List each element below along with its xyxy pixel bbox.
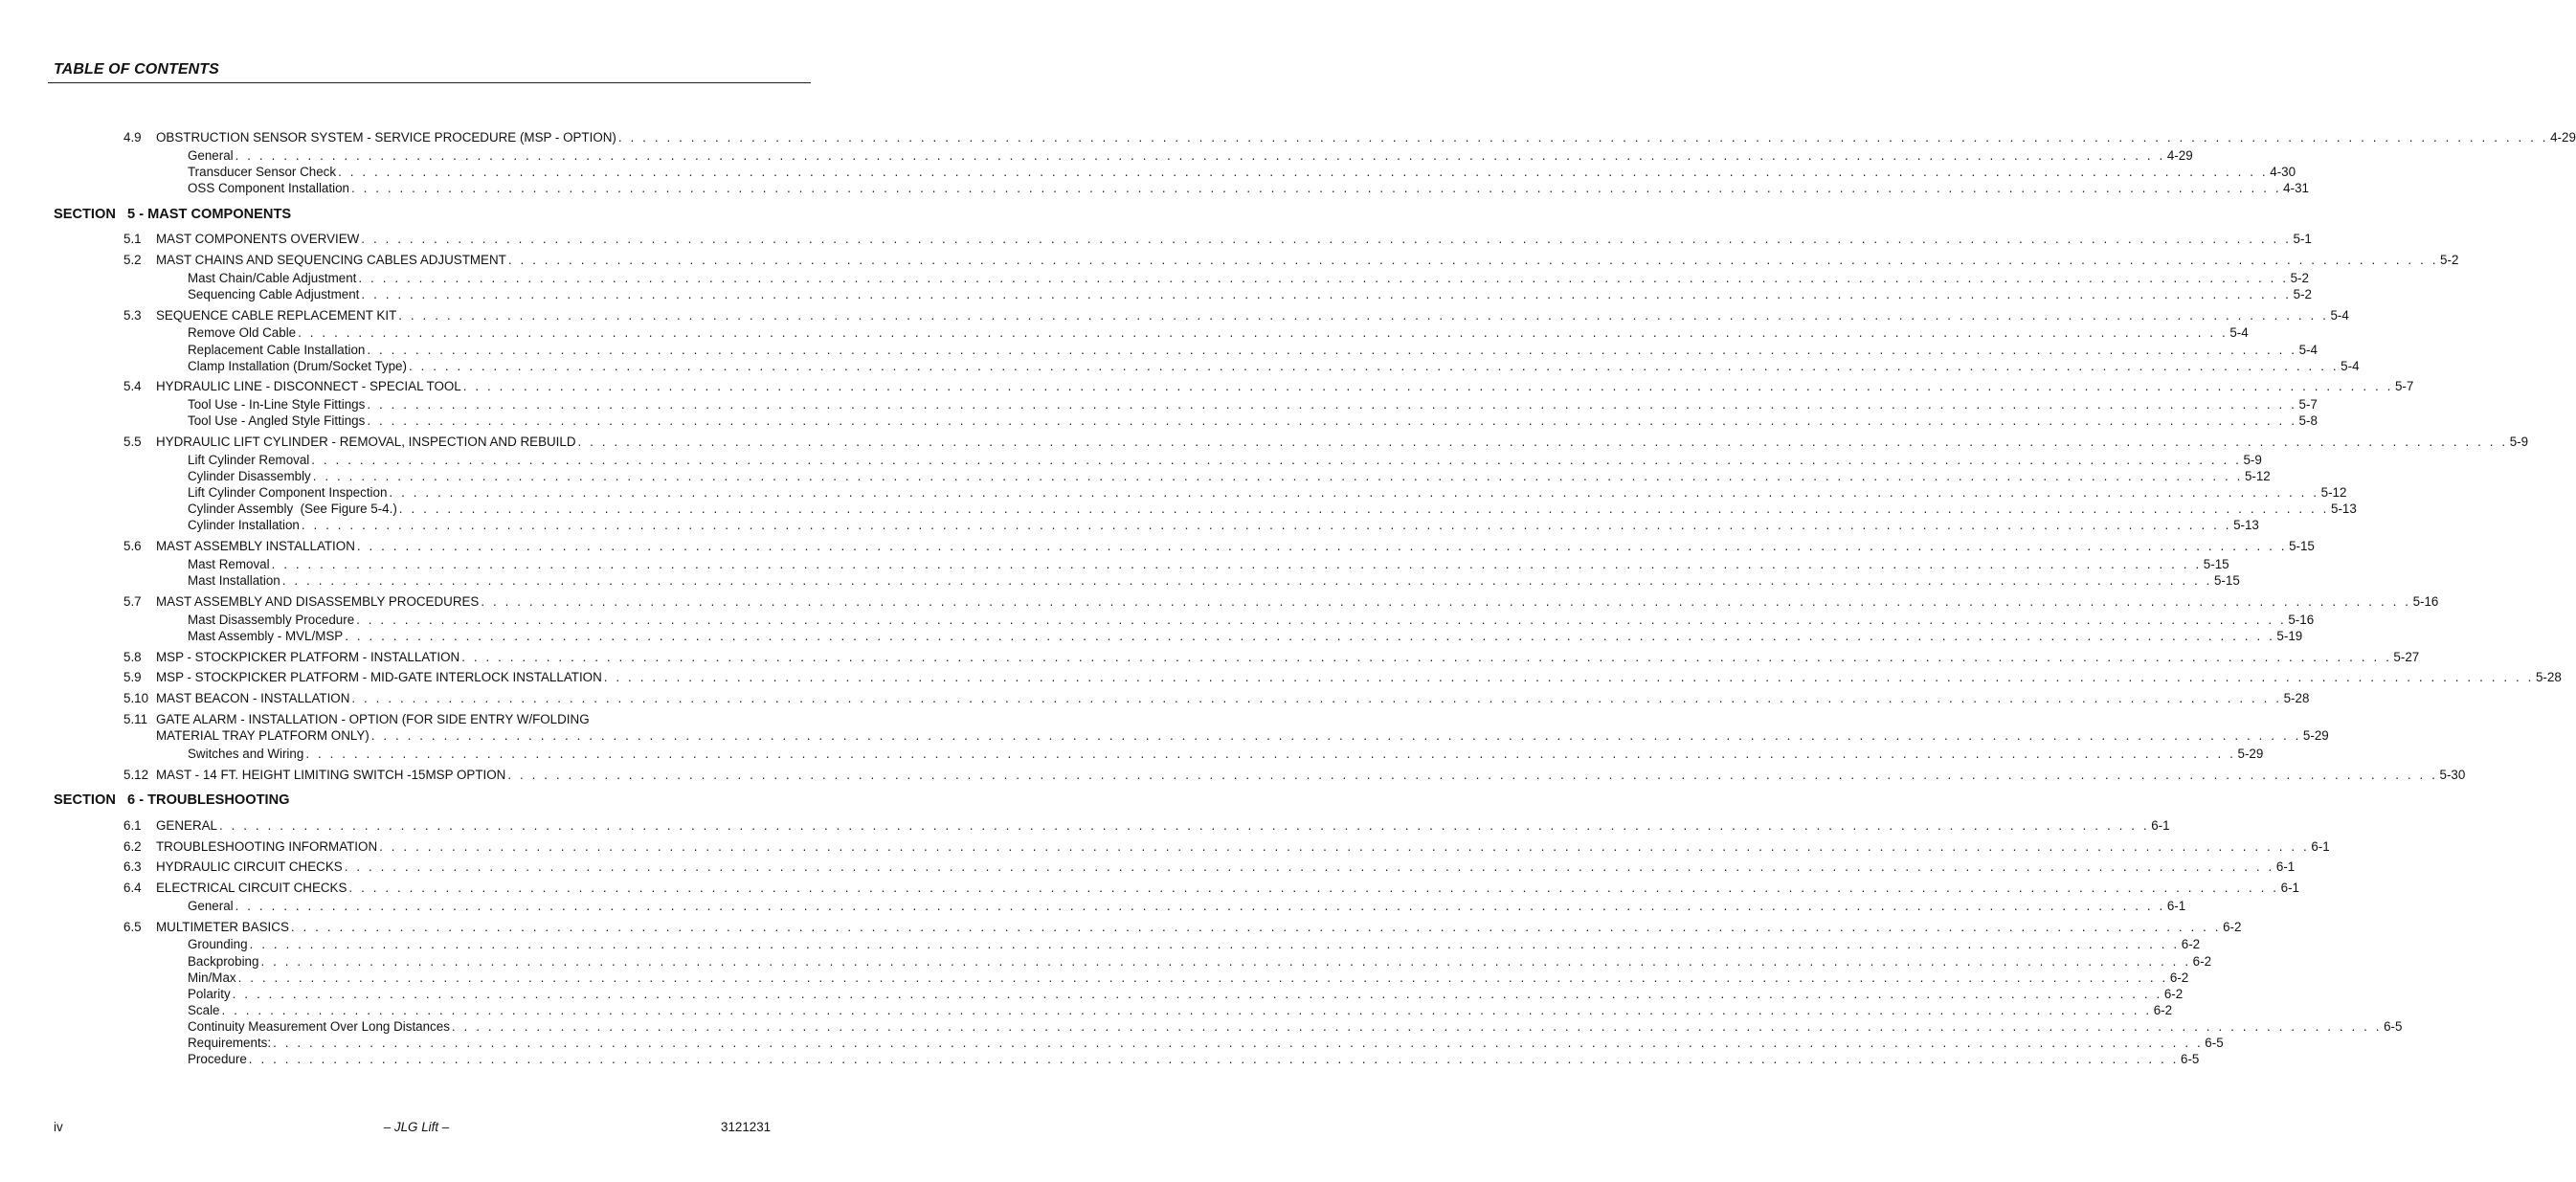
toc-entry[interactable] xyxy=(123,538,2315,554)
toc-page-number: 6-1 xyxy=(2166,899,2186,913)
toc-page-number: 5-15 xyxy=(2213,573,2240,588)
toc-page-number: 5-7 xyxy=(2394,379,2414,393)
toc-entry-title: GATE ALARM - INSTALLATION - OPTION (FOR SIDE ENTRY W/FOLDING xyxy=(156,712,590,726)
dot-leader: . . . . . . . . . . . . . . . . . . . . . . . . . . . . . . . . . . . . . . . . . . . . . . . . . . . . . . . . . . . . . . . . . . . . . . . . . . . . . . . . . . . . . . . . . . . . . . . . . . . . . . . . . . . . . . . . . . . . . . . . . . . . . . . . . . . . . . . . . . . . . . . . . . . . . . . . . . . . . . . . xyxy=(481,594,2411,609)
toc-subentry[interactable] xyxy=(188,746,2264,762)
toc-entry-title: MAST ASSEMBLY INSTALLATION xyxy=(156,539,355,553)
dot-leader: . . . . . . . . . . . . . . . . . . . . . . . . . . . . . . . . . . . . . . . . . . . . . . . . . . . . . . . . . . . . . . . . . . . . . . . . . . . . . . . . . . . . . . . . . . . . . . . . . . . . . . . . . . . . . . . . . . . . . . . . . . . . . . . . . . . . . . . . . . . . . . . . . . . . . . . . . . . . . . . . xyxy=(338,165,2269,179)
toc-subentry[interactable] xyxy=(188,517,2259,533)
dot-leader: . . . . . . . . . . . . . . . . . . . . . . . . . . . . . . . . . . . . . . . . . . . . . . . . . . . . . . . . . . . . . . . . . . . . . . . . . . . . . . . . . . . . . . . . . . . . . . . . . . . . . . . . . . . . . . . . . . . . . . . . . . . . . . . . . . . . . . . . . . . . . . . . . . . . . . . . . . . . . . . . xyxy=(617,130,2549,145)
toc-subentry[interactable] xyxy=(188,628,2303,644)
toc-entry[interactable] xyxy=(123,252,2459,268)
toc-page-number: 6-5 xyxy=(2205,1036,2224,1050)
toc-entry-number: 5.9 xyxy=(123,670,142,684)
toc-subentry[interactable] xyxy=(188,324,2249,341)
toc-subentry[interactable] xyxy=(188,468,2271,484)
toc-entry-title: SEQUENCE CABLE REPLACEMENT KIT xyxy=(156,308,397,323)
dot-leader: . . . . . . . . . . . . . . . . . . . . . . . . . . . . . . . . . . . . . . . . . . . . . . . . . . . . . . . . . . . . . . . . . . . . . . . . . . . . . . . . . . . . . . . . . . . . . . . . . . . . . . . . . . . . . . . . . . . . . . . . . . . . . . . . . . . . . . . . . . . . . . . . . . . . . . . . . . . . . . . . xyxy=(367,397,2297,412)
toc-subentry[interactable] xyxy=(188,147,2193,164)
toc-page-number: 4-31 xyxy=(2283,181,2309,195)
dot-leader: . . . . . . . . . . . . . . . . . . . . . . . . . . . . . . . . . . . . . . . . . . . . . . . . . . . . . . . . . . . . . . . . . . . . . . . . . . . . . . . . . . . . . . . . . . . . . . . . . . . . . . . . . . . . . . . . . . . . . . . . . . . . . . . . . . . . . . . . . . . . . . . . . . . . . . . . . . . . . . . . xyxy=(345,629,2275,643)
toc-entry-title: MATERIAL TRAY PLATFORM ONLY) xyxy=(156,728,370,743)
toc-entry-title: Lift Cylinder Component Inspection xyxy=(188,485,388,500)
toc-page-number: 5-13 xyxy=(2331,502,2357,516)
toc-subentry[interactable] xyxy=(188,1051,2200,1067)
toc-page-number: 6-2 xyxy=(2223,920,2242,934)
dot-leader: . . . . . . . . . . . . . . . . . . . . . . . . . . . . . . . . . . . . . . . . . . . . . . . . . . . . . . . . . . . . . . . . . . . . . . . . . . . . . . . . . . . . . . . . . . . . . . . . . . . . . . . . . . . . . . . . . . . . . . . . . . . . . . . . . . . . . . . . . . . . . . . . . . . . . . . . . . . . . . . . xyxy=(462,379,2393,393)
toc-entry-title: Cylinder Installation xyxy=(188,518,300,532)
toc-subentry[interactable] xyxy=(188,358,2360,374)
dot-leader: . . . . . . . . . . . . . . . . . . . . . . . . . . . . . . . . . . . . . . . . . . . . . . . . . . . . . . . . . . . . . . . . . . . . . . . . . . . . . . . . . . . . . . . . . . . . . . . . . . . . . . . . . . . . . . . . . . . . . . . . . . . . . . . . . . . . . . . . . . . . . . . . . . . . . . . . . . . . . . . . xyxy=(370,728,2301,743)
toc-entry[interactable] xyxy=(123,669,2562,685)
dot-leader: . . . . . . . . . . . . . . . . . . . . . . . . . . . . . . . . . . . . . . . . . . . . . . . . . . . . . . . . . . . . . . . . . . . . . . . . . . . . . . . . . . . . . . . . . . . . . . . . . . . . . . . . . . . . . . . . . . . . . . . . . . . . . . . . . . . . . . . . . . . . . . . . . . . . . . . . . . . . . . . . xyxy=(235,899,2165,913)
toc-entry[interactable] xyxy=(123,817,2170,834)
toc-entry-number: 5.8 xyxy=(123,650,142,664)
toc-entry-title: Cylinder Assembly (See Figure 5-4.) xyxy=(188,502,397,516)
toc-subentry[interactable] xyxy=(188,452,2262,468)
toc-page-number: 5-13 xyxy=(2233,518,2259,532)
toc-page-number: 6-2 xyxy=(2192,954,2212,969)
toc-subentry[interactable] xyxy=(188,612,2315,628)
toc-entry-title: Scale xyxy=(188,1003,220,1017)
toc-entry-title: OSS Component Installation xyxy=(188,181,349,195)
toc-subentry[interactable] xyxy=(188,1035,2224,1051)
toc-page-number: 5-12 xyxy=(2320,485,2347,500)
footer-brand: – JLG Lift – xyxy=(383,1120,450,1134)
toc-subentry[interactable] xyxy=(188,413,2318,429)
toc-entry-title: Tool Use - Angled Style Fittings xyxy=(188,413,366,428)
toc-entry-title: HYDRAULIC LIFT CYLINDER - REMOVAL, INSPECTION AND REBUILD xyxy=(156,435,576,449)
toc-entry[interactable] xyxy=(123,690,2310,706)
toc-entry-number: 5.11 xyxy=(123,712,148,726)
dot-leader: . . . . . . . . . . . . . . . . . . . . . . . . . . . . . . . . . . . . . . . . . . . . . . . . . . . . . . . . . . . . . . . . . . . . . . . . . . . . . . . . . . . . . . . . . . . . . . . . . . . . . . . . . . . . . . . . . . . . . . . . . . . . . . . . . . . . . . . . . . . . . . . . . . . . . . . . . . . . . . . . xyxy=(298,325,2229,340)
dot-leader: . . . . . . . . . . . . . . . . . . . . . . . . . . . . . . . . . . . . . . . . . . . . . . . . . . . . . . . . . . . . . . . . . . . . . . . . . . . . . . . . . . . . . . . . . . . . . . . . . . . . . . . . . . . . . . . . . . . . . . . . . . . . . . . . . . . . . . . . . . . . . . . . . . . . . . . . . . . . . . . . xyxy=(235,148,2165,163)
toc-page-number: 5-4 xyxy=(2330,308,2349,323)
toc-entry-title: Mast Assembly - MVL/MSP xyxy=(188,629,344,643)
toc-entry-title: Min/Max xyxy=(188,970,236,985)
dot-leader: . . . . . . . . . . . . . . . . . . . . . . . . . . . . . . . . . . . . . . . . . . . . . . . . . . . . . . . . . . . . . . . . . . . . . . . . . . . . . . . . . . . . . . . . . . . . . . . . . . . . . . . . . . . . . . . . . . . . . . . . . . . . . . . . . . . . . . . . . . . . . . . . . . . . . . . . . . . . . . . . xyxy=(271,557,2202,571)
toc-subentry[interactable] xyxy=(188,1002,2173,1018)
toc-entry-title: Switches and Wiring xyxy=(188,747,304,761)
toc-section-heading: SECTION 6 - TROUBLESHOOTING xyxy=(54,792,290,808)
dot-leader: . . . . . . . . . . . . . . . . . . . . . . . . . . . . . . . . . . . . . . . . . . . . . . . . . . . . . . . . . . . . . . . . . . . . . . . . . . . . . . . . . . . . . . . . . . . . . . . . . . . . . . . . . . . . . . . . . . . . . . . . . . . . . . . . . . . . . . . . . . . . . . . . . . . . . . . . . . . . . . . . xyxy=(577,435,2508,449)
toc-page-number: 4-29 xyxy=(2550,130,2576,145)
dot-leader: . . . . . . . . . . . . . . . . . . . . . . . . . . . . . . . . . . . . . . . . . . . . . . . . . . . . . . . . . . . . . . . . . . . . . . . . . . . . . . . . . . . . . . . . . . . . . . . . . . . . . . . . . . . . . . . . . . . . . . . . . . . . . . . . . . . . . . . . . . . . . . . . . . . . . . . . . . . . . . . . xyxy=(311,453,2242,467)
toc-entry-title: Mast Removal xyxy=(188,557,270,571)
toc-entry-title: Cylinder Disassembly xyxy=(188,469,311,483)
toc-page-number: 5-4 xyxy=(2298,343,2318,357)
toc-entry[interactable] xyxy=(123,838,2330,855)
toc-page-number: 5-4 xyxy=(2341,359,2360,373)
dot-leader: . . . . . . . . . . . . . . . . . . . . . . . . . . . . . . . . . . . . . . . . . . . . . . . . . . . . . . . . . . . . . . . . . . . . . . . . . . . . . . . . . . . . . . . . . . . . . . . . . . . . . . . . . . . . . . . . . . . . . . . . . . . . . . . . . . . . . . . . . . . . . . . . . . . . . . . . . . . . . . . . xyxy=(305,747,2236,761)
dot-leader: . . . . . . . . . . . . . . . . . . . . . . . . . . . . . . . . . . . . . . . . . . . . . . . . . . . . . . . . . . . . . . . . . . . . . . . . . . . . . . . . . . . . . . . . . . . . . . . . . . . . . . . . . . . . . . . . . . . . . . . . . . . . . . . . . . . . . . . . . . . . . . . . . . . . . . . . . . . . . . . . xyxy=(389,485,2319,500)
toc-entry-title: Polarity xyxy=(188,987,231,1001)
toc-entry-number: 5.3 xyxy=(123,308,142,323)
toc-entry[interactable] xyxy=(123,129,2576,145)
dot-leader: . . . . . . . . . . . . . . . . . . . . . . . . . . . . . . . . . . . . . . . . . . . . . . . . . . . . . . . . . . . . . . . . . . . . . . . . . . . . . . . . . . . . . . . . . . . . . . . . . . . . . . . . . . . . . . . . . . . . . . . . . . . . . . . . . . . . . . . . . . . . . . . . . . . . . . . . . . . . . . . . xyxy=(301,518,2232,532)
toc-subentry[interactable] xyxy=(188,970,2189,986)
dot-leader: . . . . . . . . . . . . . . . . . . . . . . . . . . . . . . . . . . . . . . . . . . . . . . . . . . . . . . . . . . . . . . . . . . . . . . . . . . . . . . . . . . . . . . . . . . . . . . . . . . . . . . . . . . . . . . . . . . . . . . . . . . . . . . . . . . . . . . . . . . . . . . . . . . . . . . . . . . . . . . . . xyxy=(348,881,2279,895)
toc-entry-title: TROUBLESHOOTING INFORMATION xyxy=(156,839,378,854)
toc-page-number: 5-15 xyxy=(2289,539,2315,553)
toc-page-number: 6-2 xyxy=(2153,1003,2173,1017)
toc-entry-number: 6.1 xyxy=(123,818,142,833)
dot-leader: . . . . . . . . . . . . . . . . . . . . . . . . . . . . . . . . . . . . . . . . . . . . . . . . . . . . . . . . . . . . . . . . . . . . . . . . . . . . . . . . . . . . . . . . . . . . . . . . . . . . . . . . . . . . . . . . . . . . . . . . . . . . . . . . . . . . . . . . . . . . . . . . . . . . . . . . . . . . . . . . xyxy=(398,502,2329,516)
toc-page-number: 6-2 xyxy=(2181,937,2201,951)
toc-subentry[interactable] xyxy=(188,484,2347,501)
toc-page-number: 5-28 xyxy=(2535,670,2562,684)
toc-page-number: 6-1 xyxy=(2280,881,2299,895)
dot-leader: . . . . . . . . . . . . . . . . . . . . . . . . . . . . . . . . . . . . . . . . . . . . . . . . . . . . . . . . . . . . . . . . . . . . . . . . . . . . . . . . . . . . . . . . . . . . . . . . . . . . . . . . . . . . . . . . . . . . . . . . . . . . . . . . . . . . . . . . . . . . . . . . . . . . . . . . . . . . . . . . xyxy=(367,343,2297,357)
toc-entry-title: MULTIMETER BASICS xyxy=(156,920,289,934)
dot-leader: . . . . . . . . . . . . . . . . . . . . . . . . . . . . . . . . . . . . . . . . . . . . . . . . . . . . . . . . . . . . . . . . . . . . . . . . . . . . . . . . . . . . . . . . . . . . . . . . . . . . . . . . . . . . . . . . . . . . . . . . . . . . . . . . . . . . . . . . . . . . . . . . . . . . . . . . . . . . . . . . xyxy=(350,181,2282,195)
dot-leader: . . . . . . . . . . . . . . . . . . . . . . . . . . . . . . . . . . . . . . . . . . . . . . . . . . . . . . . . . . . . . . . . . . . . . . . . . . . . . . . . . . . . . . . . . . . . . . . . . . . . . . . . . . . . . . . . . . . . . . . . . . . . . . . . . . . . . . . . . . . . . . . . . . . . . . . . . . . . . . . . xyxy=(358,271,2289,285)
dot-leader: . . . . . . . . . . . . . . . . . . . . . . . . . . . . . . . . . . . . . . . . . . . . . . . . . . . . . . . . . . . . . . . . . . . . . . . . . . . . . . . . . . . . . . . . . . . . . . . . . . . . . . . . . . . . . . . . . . . . . . . . . . . . . . . . . . . . . . . . . . . . . . . . . . . . . . . . . . . . . . . . xyxy=(507,768,2438,782)
dot-leader: . . . . . . . . . . . . . . . . . . . . . . . . . . . . . . . . . . . . . . . . . . . . . . . . . . . . . . . . . . . . . . . . . . . . . . . . . . . . . . . . . . . . . . . . . . . . . . . . . . . . . . . . . . . . . . . . . . . . . . . . . . . . . . . . . . . . . . . . . . . . . . . . . . . . . . . . . . . . . . . . xyxy=(260,954,2191,969)
toc-entry-title: Tool Use - In-Line Style Fittings xyxy=(188,397,366,412)
toc-entry-title: Clamp Installation (Drum/Socket Type) xyxy=(188,359,407,373)
dot-leader: . . . . . . . . . . . . . . . . . . . . . . . . . . . . . . . . . . . . . . . . . . . . . . . . . . . . . . . . . . . . . . . . . . . . . . . . . . . . . . . . . . . . . . . . . . . . . . . . . . . . . . . . . . . . . . . . . . . . . . . . . . . . . . . . . . . . . . . . . . . . . . . . . . . . . . . . . . . . . . . . xyxy=(290,920,2222,934)
toc-entry-title: Mast Disassembly Procedure xyxy=(188,613,355,627)
toc-entry-title: Mast Chain/Cable Adjustment xyxy=(188,271,357,285)
toc-entry-title: Replacement Cable Installation xyxy=(188,343,366,357)
toc-entry-number: 5.6 xyxy=(123,539,142,553)
toc-subentry[interactable] xyxy=(188,1018,2403,1035)
toc-page-number: 5-16 xyxy=(2288,613,2315,627)
toc-entry[interactable] xyxy=(123,649,2420,665)
toc-page-number: 6-5 xyxy=(2384,1019,2403,1034)
toc-page-number: 5-9 xyxy=(2509,435,2529,449)
toc-subentry[interactable] xyxy=(188,986,2184,1002)
dot-leader: . . . . . . . . . . . . . . . . . . . . . . . . . . . . . . . . . . . . . . . . . . . . . . . . . . . . . . . . . . . . . . . . . . . . . . . . . . . . . . . . . . . . . . . . . . . . . . . . . . . . . . . . . . . . . . . . . . . . . . . . . . . . . . . . . . . . . . . . . . . . . . . . . . . . . . . . . . . . . . . . xyxy=(379,839,2310,854)
toc-page-number: 6-5 xyxy=(2181,1052,2200,1066)
dot-leader: . . . . . . . . . . . . . . . . . . . . . . . . . . . . . . . . . . . . . . . . . . . . . . . . . . . . . . . . . . . . . . . . . . . . . . . . . . . . . . . . . . . . . . . . . . . . . . . . . . . . . . . . . . . . . . . . . . . . . . . . . . . . . . . . . . . . . . . . . . . . . . . . . . . . . . . . . . . . . . . . xyxy=(219,818,2150,833)
toc-entry-title: HYDRAULIC LINE - DISCONNECT - SPECIAL TOOL xyxy=(156,379,461,393)
toc-entry[interactable] xyxy=(123,378,2414,394)
toc-page-number: 5-28 xyxy=(2283,691,2310,705)
toc-subentry[interactable] xyxy=(188,936,2201,952)
toc-subentry[interactable] xyxy=(188,164,2296,180)
dot-leader: . . . . . . . . . . . . . . . . . . . . . . . . . . . . . . . . . . . . . . . . . . . . . . . . . . . . . . . . . . . . . . . . . . . . . . . . . . . . . . . . . . . . . . . . . . . . . . . . . . . . . . . . . . . . . . . . . . . . . . . . . . . . . . . . . . . . . . . . . . . . . . . . . . . . . . . . . . . . . . . . xyxy=(351,691,2282,705)
dot-leader: . . . . . . . . . . . . . . . . . . . . . . . . . . . . . . . . . . . . . . . . . . . . . . . . . . . . . . . . . . . . . . . . . . . . . . . . . . . . . . . . . . . . . . . . . . . . . . . . . . . . . . . . . . . . . . . . . . . . . . . . . . . . . . . . . . . . . . . . . . . . . . . . . . . . . . . . . . . . . . . . xyxy=(361,287,2292,301)
dot-leader: . . . . . . . . . . . . . . . . . . . . . . . . . . . . . . . . . . . . . . . . . . . . . . . . . . . . . . . . . . . . . . . . . . . . . . . . . . . . . . . . . . . . . . . . . . . . . . . . . . . . . . . . . . . . . . . . . . . . . . . . . . . . . . . . . . . . . . . . . . . . . . . . . . . . . . . . . . . . . . . . xyxy=(461,650,2392,664)
toc-subentry[interactable] xyxy=(188,572,2240,589)
toc-page-number: 4-29 xyxy=(2166,148,2193,163)
toc-entry-number: 5.5 xyxy=(123,435,142,449)
dot-leader: . . . . . . . . . . . . . . . . . . . . . . . . . . . . . . . . . . . . . . . . . . . . . . . . . . . . . . . . . . . . . . . . . . . . . . . . . . . . . . . . . . . . . . . . . . . . . . . . . . . . . . . . . . . . . . . . . . . . . . . . . . . . . . . . . . . . . . . . . . . . . . . . . . . . . . . . . . . . . . . . xyxy=(398,308,2329,323)
toc-entry[interactable] xyxy=(123,767,2466,783)
toc-entry-title: Lift Cylinder Removal xyxy=(188,453,310,467)
toc-entry-title: MAST COMPONENTS OVERVIEW xyxy=(156,232,360,246)
toc-entry-title: MAST CHAINS AND SEQUENCING CABLES ADJUSTMENT xyxy=(156,253,506,267)
toc-subentry[interactable] xyxy=(188,396,2318,413)
toc-entry-title: Grounding xyxy=(188,937,248,951)
toc-entry-number: 5.2 xyxy=(123,253,142,267)
toc-entry-title: General xyxy=(188,148,234,163)
dot-leader: . . . . . . . . . . . . . . . . . . . . . . . . . . . . . . . . . . . . . . . . . . . . . . . . . . . . . . . . . . . . . . . . . . . . . . . . . . . . . . . . . . . . . . . . . . . . . . . . . . . . . . . . . . . . . . . . . . . . . . . . . . . . . . . . . . . . . . . . . . . . . . . . . . . . . . . . . . . . . . . . xyxy=(232,987,2162,1001)
toc-subentry[interactable] xyxy=(188,180,2309,196)
toc-page-number: 5-4 xyxy=(2229,325,2249,340)
dot-leader: . . . . . . . . . . . . . . . . . . . . . . . . . . . . . . . . . . . . . . . . . . . . . . . . . . . . . . . . . . . . . . . . . . . . . . . . . . . . . . . . . . . . . . . . . . . . . . . . . . . . . . . . . . . . . . . . . . . . . . . . . . . . . . . . . . . . . . . . . . . . . . . . . . . . . . . . . . . . . . . . xyxy=(356,613,2287,627)
toc-page-number: 5-8 xyxy=(2298,413,2318,428)
toc-entry-number: 5.12 xyxy=(123,768,149,782)
toc-entry-number: 5.7 xyxy=(123,594,142,609)
toc-entry[interactable] xyxy=(123,593,2439,610)
toc-subentry[interactable] xyxy=(188,953,2212,970)
toc-entry[interactable] xyxy=(123,859,2296,875)
toc-entry-title: Transducer Sensor Check xyxy=(188,165,337,179)
toc-entry-title: GENERAL xyxy=(156,818,217,833)
dot-leader: . . . . . . . . . . . . . . . . . . . . . . . . . . . . . . . . . . . . . . . . . . . . . . . . . . . . . . . . . . . . . . . . . . . . . . . . . . . . . . . . . . . . . . . . . . . . . . . . . . . . . . . . . . . . . . . . . . . . . . . . . . . . . . . . . . . . . . . . . . . . . . . . . . . . . . . . . . . . . . . . xyxy=(344,859,2274,874)
dot-leader: . . . . . . . . . . . . . . . . . . . . . . . . . . . . . . . . . . . . . . . . . . . . . . . . . . . . . . . . . . . . . . . . . . . . . . . . . . . . . . . . . . . . . . . . . . . . . . . . . . . . . . . . . . . . . . . . . . . . . . . . . . . . . . . . . . . . . . . . . . . . . . . . . . . . . . . . . . . . . . . . xyxy=(507,253,2439,267)
toc-entry-title: MAST ASSEMBLY AND DISASSEMBLY PROCEDURES xyxy=(156,594,480,609)
dot-leader: . . . . . . . . . . . . . . . . . . . . . . . . . . . . . . . . . . . . . . . . . . . . . . . . . . . . . . . . . . . . . . . . . . . . . . . . . . . . . . . . . . . . . . . . . . . . . . . . . . . . . . . . . . . . . . . . . . . . . . . . . . . . . . . . . . . . . . . . . . . . . . . . . . . . . . . . . . . . . . . . xyxy=(249,937,2180,951)
toc-entry-title: Remove Old Cable xyxy=(188,325,297,340)
toc-page-number: 5-9 xyxy=(2243,453,2262,467)
toc-page-number: 5-29 xyxy=(2302,728,2329,743)
toc-entry-number: 6.3 xyxy=(123,859,142,874)
toc-page-number: 5-12 xyxy=(2244,469,2271,483)
toc-page-number: 6-1 xyxy=(2275,859,2296,874)
dot-leader: . . . . . . . . . . . . . . . . . . . . . . . . . . . . . . . . . . . . . . . . . . . . . . . . . . . . . . . . . . . . . . . . . . . . . . . . . . . . . . . . . . . . . . . . . . . . . . . . . . . . . . . . . . . . . . . . . . . . . . . . . . . . . . . . . . . . . . . . . . . . . . . . . . . . . . . . . . . . . . . . xyxy=(273,1036,2204,1050)
toc-entry-title: Continuity Measurement Over Long Distances xyxy=(188,1019,450,1034)
toc-subentry[interactable] xyxy=(188,270,2309,286)
toc-section-heading: SECTION 5 - MAST COMPONENTS xyxy=(54,207,292,222)
toc-page-number: 6-2 xyxy=(2169,970,2189,985)
dot-leader: . . . . . . . . . . . . . . . . . . . . . . . . . . . . . . . . . . . . . . . . . . . . . . . . . . . . . . . . . . . . . . . . . . . . . . . . . . . . . . . . . . . . . . . . . . . . . . . . . . . . . . . . . . . . . . . . . . . . . . . . . . . . . . . . . . . . . . . . . . . . . . . . . . . . . . . . . . . . . . . . xyxy=(451,1019,2383,1034)
toc-entry[interactable] xyxy=(123,307,2349,323)
toc-page-number: 5-2 xyxy=(2293,287,2312,301)
toc-entry[interactable] xyxy=(123,231,2312,247)
footer-page-number: iv xyxy=(54,1120,63,1134)
toc-entry[interactable] xyxy=(123,919,2242,935)
toc-entry-title: HYDRAULIC CIRCUIT CHECKS xyxy=(156,859,343,874)
toc-page-number: 5-16 xyxy=(2412,594,2439,609)
toc-entry-title: General xyxy=(188,899,234,913)
toc-entry[interactable] xyxy=(156,727,2329,744)
dot-leader: . . . . . . . . . . . . . . . . . . . . . . . . . . . . . . . . . . . . . . . . . . . . . . . . . . . . . . . . . . . . . . . . . . . . . . . . . . . . . . . . . . . . . . . . . . . . . . . . . . . . . . . . . . . . . . . . . . . . . . . . . . . . . . . . . . . . . . . . . . . . . . . . . . . . . . . . . . . . . . . . xyxy=(237,970,2168,985)
toc-subentry[interactable] xyxy=(188,342,2318,358)
toc-entry-title: MSP - STOCKPICKER PLATFORM - INSTALLATION xyxy=(156,650,460,664)
toc-page-number: 4-30 xyxy=(2270,165,2296,179)
toc-subentry[interactable] xyxy=(188,501,2357,517)
dot-leader: . . . . . . . . . . . . . . . . . . . . . . . . . . . . . . . . . . . . . . . . . . . . . . . . . . . . . . . . . . . . . . . . . . . . . . . . . . . . . . . . . . . . . . . . . . . . . . . . . . . . . . . . . . . . . . . . . . . . . . . . . . . . . . . . . . . . . . . . . . . . . . . . . . . . . . . . . . . . . . . . xyxy=(356,539,2288,553)
toc-page-number: 5-27 xyxy=(2393,650,2420,664)
toc-entry[interactable] xyxy=(123,711,745,727)
dot-leader: . . . . . . . . . . . . . . . . . . . . . . . . . . . . . . . . . . . . . . . . . . . . . . . . . . . . . . . . . . . . . . . . . . . . . . . . . . . . . . . . . . . . . . . . . . . . . . . . . . . . . . . . . . . . . . . . . . . . . . . . . . . . . . . . . . . . . . . . . . . . . . . . . . . . . . . . . . . . . . . . xyxy=(281,573,2212,588)
toc-entry-number: 5.1 xyxy=(123,232,142,246)
toc-page-number: 6-2 xyxy=(2163,987,2184,1001)
toc-page-number: 5-30 xyxy=(2439,768,2466,782)
toc-entry-title: OBSTRUCTION SENSOR SYSTEM - SERVICE PROCEDURE (MSP - OPTION) xyxy=(156,130,616,145)
dot-leader: . . . . . . . . . . . . . . . . . . . . . . . . . . . . . . . . . . . . . . . . . . . . . . . . . . . . . . . . . . . . . . . . . . . . . . . . . . . . . . . . . . . . . . . . . . . . . . . . . . . . . . . . . . . . . . . . . . . . . . . . . . . . . . . . . . . . . . . . . . . . . . . . . . . . . . . . . . . . . . . . xyxy=(361,232,2292,246)
toc-entry-title: Mast Installation xyxy=(188,573,280,588)
toc-entry-number: 5.10 xyxy=(123,691,149,705)
toc-page-number: 6-1 xyxy=(2311,839,2330,854)
toc-subentry[interactable] xyxy=(188,898,2186,914)
toc-entry-title: MAST BEACON - INSTALLATION xyxy=(156,691,350,705)
toc-entry[interactable] xyxy=(123,434,2529,450)
toc-entry-title: Procedure xyxy=(188,1052,247,1066)
dot-leader: . . . . . . . . . . . . . . . . . . . . . . . . . . . . . . . . . . . . . . . . . . . . . . . . . . . . . . . . . . . . . . . . . . . . . . . . . . . . . . . . . . . . . . . . . . . . . . . . . . . . . . . . . . . . . . . . . . . . . . . . . . . . . . . . . . . . . . . . . . . . . . . . . . . . . . . . . . . . . . . . xyxy=(367,413,2297,428)
toc-page-number: 5-15 xyxy=(2203,557,2229,571)
toc-page-number: 5-2 xyxy=(2440,253,2459,267)
toc-entry-number: 6.4 xyxy=(123,881,142,895)
footer-document-number: 3121231 xyxy=(721,1120,772,1134)
toc-page-number: 5-19 xyxy=(2276,629,2303,643)
toc-entry-number: 5.4 xyxy=(123,379,142,393)
toc-entry-title: Sequencing Cable Adjustment xyxy=(188,287,360,301)
toc-subentry[interactable] xyxy=(188,556,2229,572)
toc-entry-title: MAST - 14 FT. HEIGHT LIMITING SWITCH -15MSP OPTION xyxy=(156,768,506,782)
toc-entry-title: MSP - STOCKPICKER PLATFORM - MID-GATE INTERLOCK INSTALLATION xyxy=(156,670,602,684)
toc-page-number: 6-1 xyxy=(2151,818,2170,833)
toc-entry-title: Backprobing xyxy=(188,954,259,969)
toc-subentry[interactable] xyxy=(188,286,2312,302)
toc-page-number: 5-1 xyxy=(2293,232,2312,246)
dot-leader: . . . . . . . . . . . . . . . . . . . . . . . . . . . . . . . . . . . . . . . . . . . . . . . . . . . . . . . . . . . . . . . . . . . . . . . . . . . . . . . . . . . . . . . . . . . . . . . . . . . . . . . . . . . . . . . . . . . . . . . . . . . . . . . . . . . . . . . . . . . . . . . . . . . . . . . . . . . . . . . . xyxy=(312,469,2243,483)
toc-entry-title: ELECTRICAL CIRCUIT CHECKS xyxy=(156,881,347,895)
toc-entry-number: 6.5 xyxy=(123,920,142,934)
dot-leader: . . . . . . . . . . . . . . . . . . . . . . . . . . . . . . . . . . . . . . . . . . . . . . . . . . . . . . . . . . . . . . . . . . . . . . . . . . . . . . . . . . . . . . . . . . . . . . . . . . . . . . . . . . . . . . . . . . . . . . . . . . . . . . . . . . . . . . . . . . . . . . . . . . . . . . . . . . . . . . . . xyxy=(248,1052,2179,1066)
toc-entry-title: Requirements: xyxy=(188,1036,272,1050)
toc-page-number: 5-2 xyxy=(2290,271,2309,285)
toc-entry[interactable] xyxy=(123,880,2299,896)
toc-page-number: 5-29 xyxy=(2237,747,2264,761)
dot-leader: . . . . . . . . . . . . . . . . . . . . . . . . . . . . . . . . . . . . . . . . . . . . . . . . . . . . . . . . . . . . . . . . . . . . . . . . . . . . . . . . . . . . . . . . . . . . . . . . . . . . . . . . . . . . . . . . . . . . . . . . . . . . . . . . . . . . . . . . . . . . . . . . . . . . . . . . . . . . . . . . xyxy=(221,1003,2152,1017)
toc-entry-number: 4.9 xyxy=(123,130,142,145)
dot-leader: . . . . . . . . . . . . . . . . . . . . . . . . . . . . . . . . . . . . . . . . . . . . . . . . . . . . . . . . . . . . . . . . . . . . . . . . . . . . . . . . . . . . . . . . . . . . . . . . . . . . . . . . . . . . . . . . . . . . . . . . . . . . . . . . . . . . . . . . . . . . . . . . . . . . . . . . . . . . . . . . xyxy=(408,359,2340,373)
page-title: TABLE OF CONTENTS xyxy=(54,61,219,78)
toc-entry-number: 6.2 xyxy=(123,839,142,854)
dot-leader: . . . . . . . . . . . . . . . . . . . . . . . . . . . . . . . . . . . . . . . . . . . . . . . . . . . . . . . . . . . . . . . . . . . . . . . . . . . . . . . . . . . . . . . . . . . . . . . . . . . . . . . . . . . . . . . . . . . . . . . . . . . . . . . . . . . . . . . . . . . . . . . . . . . . . . . . . . . . . . . . xyxy=(603,670,2534,684)
toc-page-number: 5-7 xyxy=(2298,397,2318,412)
